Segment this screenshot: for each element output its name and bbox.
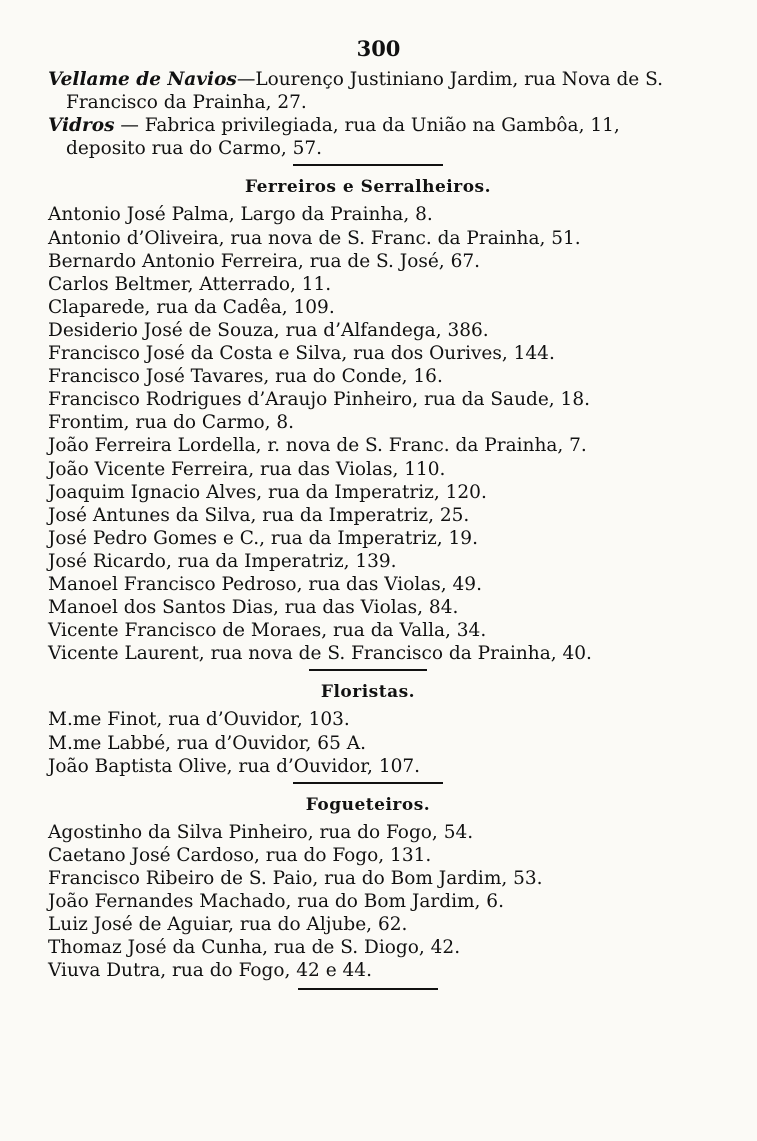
section-divider [309, 669, 427, 671]
list-item: João Fernandes Machado, rua do Bom Jardim, 6. [48, 891, 504, 913]
intro-entry [48, 68, 688, 114]
section-list-floristas [48, 708, 688, 777]
section-divider [293, 164, 443, 166]
section-divider [293, 782, 443, 784]
section-heading-fogueteiros: Fogueteiros. [305, 794, 431, 815]
list-item: Claparede, rua da Cadêa, 109. [48, 296, 335, 318]
list-item: João Ferreira Lordella, r. nova de S. Franc. da Prainha, 7. [48, 435, 587, 457]
section-heading-floristas: Floristas. [320, 682, 416, 703]
list-item: Manoel Francisco Pedroso, rua das Violas, 49. [48, 573, 482, 595]
page-number: 300 [356, 36, 401, 61]
section-list-ferreiros [48, 203, 688, 665]
list-item: José Ricardo, rua da Imperatriz, 139. [48, 550, 397, 572]
intro-term: Vellame de Navios [48, 69, 237, 90]
list-item: Vicente Francisco de Moraes, rua da Valla, 34. [48, 620, 487, 642]
section-divider [298, 988, 438, 990]
list-item: João Baptista Olive, rua d’Ouvidor, 107. [48, 755, 421, 777]
list-item: Bernardo Antonio Ferreira, rua de S. José, 67. [48, 250, 480, 272]
list-item: Francisco Ribeiro de S. Paio, rua do Bom Jardim, 53. [48, 868, 543, 889]
list-item: Francisco José da Costa e Silva, rua dos Ourives, 144. [48, 343, 555, 365]
section-list-fogueteiros [48, 821, 688, 983]
list-item: Joaquim Ignacio Alves, rua da Imperatriz, 120. [48, 481, 487, 503]
intro-entry [48, 114, 688, 160]
list-item: Desiderio José de Souza, rua d’Alfandega, 386. [48, 319, 489, 341]
intro-text: —Lourenço Justiniano Jardim, rua Nova de S. Francisco da Prainha, 27. [66, 69, 664, 114]
list-item: Frontim, rua do Carmo, 8. [48, 412, 295, 434]
list-item: Agostinho da Silva Pinheiro, rua do Fogo, 54. [48, 821, 474, 843]
page-content [48, 68, 688, 996]
section-heading-ferreiros: Ferreiros e Serralheiros. [244, 177, 492, 198]
list-item: José Antunes da Silva, rua da Imperatriz, 25. [48, 504, 470, 526]
list-item: Caetano José Cardoso, rua do Fogo, 131. [48, 844, 432, 866]
intro-term: Vidros [48, 115, 115, 137]
list-item: Antonio d’Oliveira, rua nova de S. Franc. da Prainha, 51. [48, 227, 581, 249]
list-item: Viuva Dutra, rua do Fogo, 42 e 44. [48, 960, 372, 982]
list-item: M.me Labbé, rua d’Ouvidor, 65 A. [48, 732, 366, 754]
list-item: Francisco José Tavares, rua do Conde, 16. [48, 366, 443, 388]
intro-text: — Fabrica privilegiada, rua da União na Gambôa, 11, deposito rua do Carmo, 57. [66, 115, 620, 160]
list-item: Luiz José de Aguiar, rua do Aljube, 62. [48, 914, 408, 936]
list-item: Francisco Rodrigues d’Araujo Pinheiro, rua da Saude, 18. [48, 389, 590, 411]
list-item: Carlos Beltmer, Atterrado, 11. [48, 273, 332, 295]
list-item: Manoel dos Santos Dias, rua das Violas, 84. [48, 597, 459, 619]
list-item: Antonio José Palma, Largo da Prainha, 8. [48, 204, 433, 226]
list-item: José Pedro Gomes e C., rua da Imperatriz, 19. [48, 527, 478, 549]
list-item: João Vicente Ferreira, rua das Violas, 110. [48, 458, 446, 480]
list-item: Vicente Laurent, rua nova de S. Francisco da Prainha, 40. [48, 643, 592, 665]
list-item: Thomaz José da Cunha, rua de S. Diogo, 42. [48, 937, 461, 959]
list-item: M.me Finot, rua d’Ouvidor, 103. [48, 709, 350, 731]
